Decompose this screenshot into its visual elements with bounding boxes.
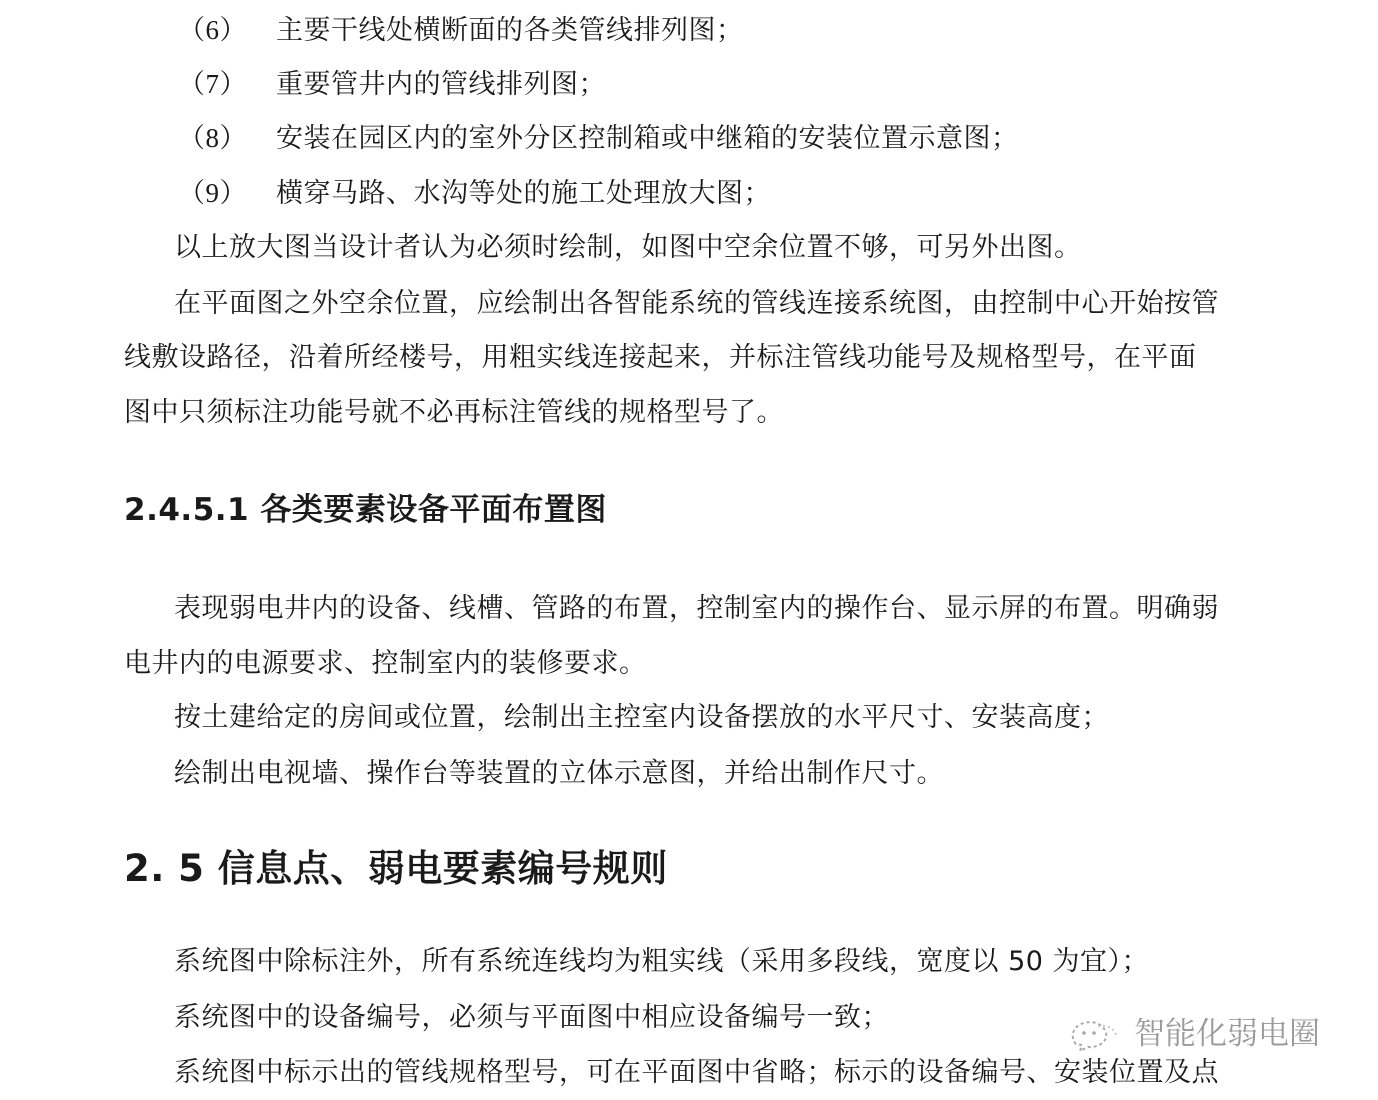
paragraph-line: 系统图中标示出的管线规格型号，可在平面图中省略；标示的设备编号、安装位置及点 — [174, 1057, 1219, 1088]
paragraph-line: 绘制出电视墙、操作台等装置的立体示意图，并给出制作尺寸。 — [174, 758, 944, 789]
list-number: （8） — [178, 123, 247, 153]
paragraph-line: 图中只须标注功能号就不必再标注管线的规格型号了。 — [124, 397, 784, 428]
paragraph-line: 系统图中的设备编号，必须与平面图中相应设备编号一致； — [174, 1002, 889, 1033]
list-item-9 — [178, 175, 771, 212]
paragraph-line: 按土建给定的房间或位置，绘制出主控室内设备摆放的水平尺寸、安装高度； — [174, 702, 1109, 733]
paragraph-line: 线敷设路径，沿着所经楼号，用粗实线连接起来，并标注管线功能号及规格型号，在平面 — [124, 342, 1197, 373]
list-text: 重要管井内的管线排列图； — [276, 69, 606, 100]
list-number: （6） — [178, 15, 247, 45]
watermark — [1068, 1014, 1320, 1054]
paragraph-line: 以上放大图当设计者认为必须时绘制，如图中空余位置不够，可另外出图。 — [174, 232, 1082, 263]
list-text: 安装在园区内的室外分区控制箱或中继箱的安装位置示意图； — [276, 123, 1019, 154]
list-text: 横穿马路、水沟等处的施工处理放大图； — [276, 178, 771, 209]
list-number: （9） — [178, 178, 247, 208]
list-item-6 — [178, 12, 744, 49]
section-heading-2-5: 2. 5 信息点、弱电要素编号规则 — [124, 847, 668, 890]
wechat-chat-icon — [1068, 1014, 1120, 1054]
paragraph-line: 在平面图之外空余位置，应绘制出各智能系统的管线连接系统图，由控制中心开始按管 — [174, 288, 1219, 319]
list-text: 主要干线处横断面的各类管线排列图； — [276, 15, 744, 46]
list-item-7 — [178, 66, 606, 103]
list-number: （7） — [178, 69, 247, 99]
paragraph-line: 系统图中除标注外，所有系统连线均为粗实线（采用多段线，宽度以 50 为宜）； — [174, 946, 1150, 977]
watermark-text: 智能化弱电圈 — [1134, 1016, 1320, 1052]
paragraph-line: 电井内的电源要求、控制室内的装修要求。 — [124, 648, 647, 679]
list-item-8 — [178, 120, 1019, 157]
paragraph-line: 表现弱电井内的设备、线槽、管路的布置，控制室内的操作台、显示屏的布置。明确弱 — [174, 593, 1219, 624]
section-heading-2-4-5-1: 2.4.5.1 各类要素设备平面布置图 — [124, 492, 607, 528]
